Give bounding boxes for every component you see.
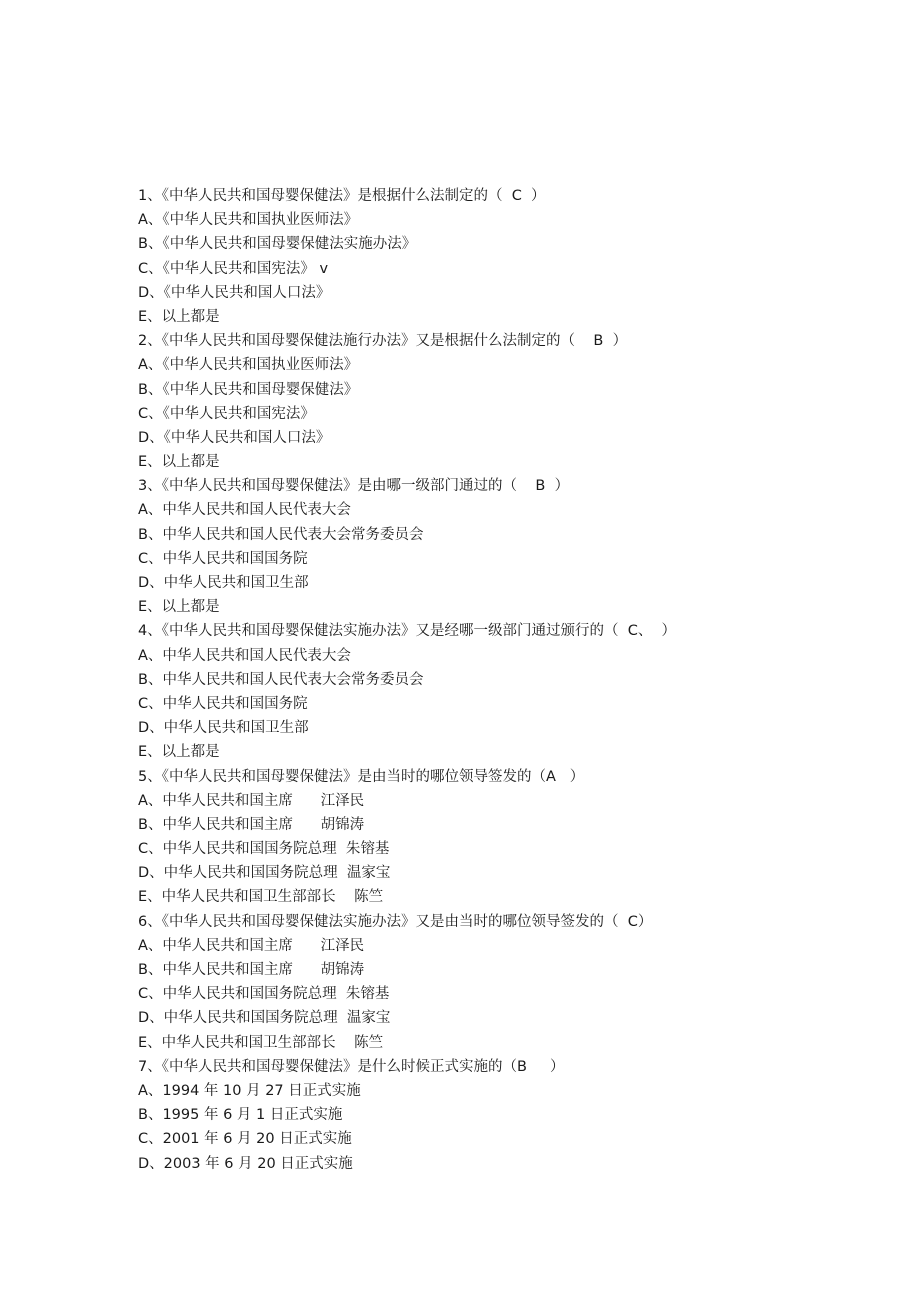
question-7-option-a: A、1994 年 10 月 27 日正式实施 — [138, 1082, 361, 1099]
question-7-option-d: D、2003 年 6 月 20 日正式实施 — [138, 1155, 353, 1172]
question-6-option-b: B、中华人民共和国主席 胡锦涛 — [138, 962, 365, 978]
question-5-stem: 5、《中华人民共和国母婴保健法》是由当时的哪位领导签发的（A ） — [138, 768, 585, 785]
question-3-option-e: E、以上都是 — [138, 599, 220, 616]
question-5-option-c: C、中华人民共和国国务院总理 朱镕基 — [138, 841, 390, 858]
question-2-option-d: D、《中华人民共和国人口法》 — [138, 429, 331, 446]
question-1-option-e: E、以上都是 — [138, 308, 220, 325]
question-4-option-e: E、以上都是 — [138, 744, 220, 761]
question-1-option-a: A、《中华人民共和国执业医师法》 — [138, 212, 359, 229]
question-1-stem: 1、《中华人民共和国母婴保健法》是根据什么法制定的（ C ） — [138, 188, 546, 204]
question-6-option-c: C、中华人民共和国国务院总理 朱镕基 — [138, 986, 390, 1003]
question-2-option-a: A、《中华人民共和国执业医师法》 — [138, 357, 359, 374]
question-6-stem: 6、《中华人民共和国母婴保健法实施办法》又是由当时的哪位领导签发的（ C） — [138, 913, 653, 930]
question-2-option-b: B、《中华人民共和国母婴保健法》 — [138, 381, 359, 398]
question-7-stem: 7、《中华人民共和国母婴保健法》是什么时候正式实施的（B ） — [138, 1058, 565, 1075]
question-5-option-d: D、中华人民共和国国务院总理 温家宝 — [138, 865, 391, 882]
question-3-option-a: A、中华人民共和国人民代表大会 — [138, 502, 351, 519]
question-3-option-c: C、中华人民共和国国务院 — [138, 550, 308, 567]
question-3-option-b: B、中华人民共和国人民代表大会常务委员会 — [138, 526, 424, 543]
question-7-option-c: C、2001 年 6 月 20 日正式实施 — [138, 1131, 352, 1148]
question-4-option-d: D、中华人民共和国卫生部 — [138, 720, 309, 737]
question-3-option-d: D、中华人民共和国卫生部 — [138, 575, 309, 591]
question-3-stem: 3、《中华人民共和国母婴保健法》是由哪一级部门通过的（ B ） — [138, 478, 570, 495]
question-1-option-c: C、《中华人民共和国宪法》 v — [138, 260, 329, 277]
question-2-option-e: E、以上都是 — [138, 454, 220, 471]
question-list — [138, 184, 858, 1176]
question-5-option-b: B、中华人民共和国主席 胡锦涛 — [138, 816, 365, 833]
question-4-option-c: C、中华人民共和国国务院 — [138, 695, 308, 712]
question-6-option-e: E、中华人民共和国卫生部部长 陈竺 — [138, 1034, 384, 1051]
question-5-option-e: E、中华人民共和国卫生部部长 陈竺 — [138, 889, 384, 906]
question-1-option-b: B、《中华人民共和国母婴保健法实施办法》 — [138, 236, 417, 253]
question-4-stem: 4、《中华人民共和国母婴保健法实施办法》又是经哪一级部门通过颁行的（ C、 ） — [138, 623, 677, 640]
question-6-option-a: A、中华人民共和国主席 江泽民 — [138, 937, 365, 954]
question-2-option-c: C、《中华人民共和国宪法》 — [138, 405, 315, 422]
question-4-option-a: A、中华人民共和国人民代表大会 — [138, 647, 351, 664]
question-2-stem: 2、《中华人民共和国母婴保健法施行办法》又是根据什么法制定的（ B ） — [138, 333, 628, 350]
question-4-option-b: B、中华人民共和国人民代表大会常务委员会 — [138, 671, 424, 688]
question-7-option-b: B、1995 年 6 月 1 日正式实施 — [138, 1107, 343, 1124]
question-5-option-a: A、中华人民共和国主席 江泽民 — [138, 792, 365, 809]
question-1-option-d: D、《中华人民共和国人口法》 — [138, 284, 331, 301]
question-6-option-d: D、中华人民共和国国务院总理 温家宝 — [138, 1010, 391, 1027]
